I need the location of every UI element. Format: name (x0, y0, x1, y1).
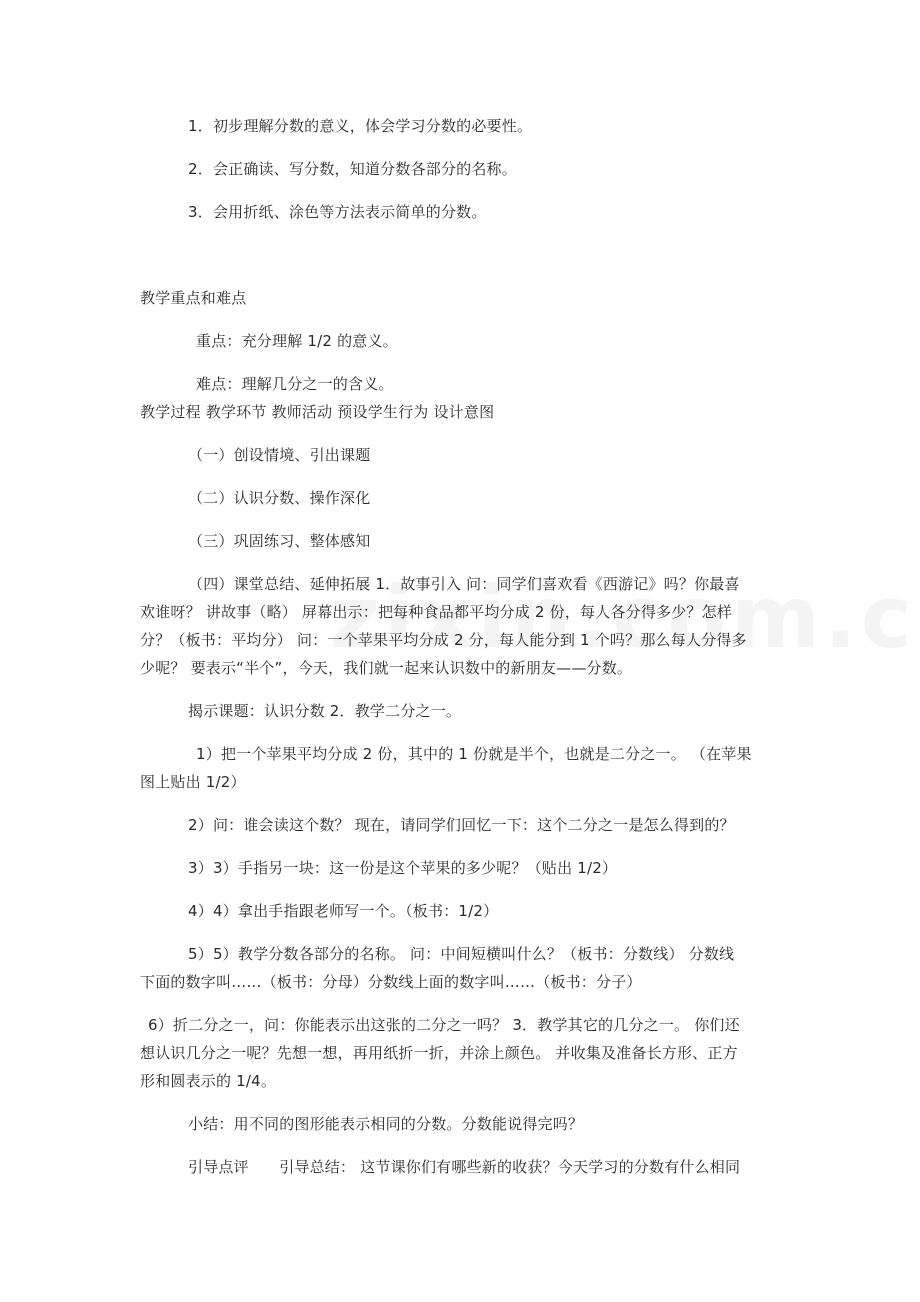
item-5-line-2: 下面的数字叫……（板书：分母）分数线上面的数字叫……（板书：分子） (140, 973, 642, 991)
key-point: 重点：充分理解 1/2 的意义。 (196, 332, 398, 350)
summary: 小结：用不同的图形能表示相同的分数。分数能说得完吗？ (188, 1115, 584, 1133)
step-3: （三）巩固练习、整体感知 (188, 532, 371, 550)
section-heading: 教学重点和难点 (140, 289, 247, 307)
item-3: 3）3）手指另一块：这一份是这个苹果的多少呢？（贴出 1/2） (188, 859, 618, 877)
step-4-line-1: （四）课堂总结、延伸拓展 1．故事引入 问：同学们喜欢看《西游记》吗？你最喜 (188, 575, 740, 593)
item-1-line-2: 图上贴出 1/2） (140, 773, 246, 791)
item-1-line-1: 1）把一个苹果平均分成 2 份，其中的 1 份就是半个，也就是二分之一。 （在苹果 (196, 745, 752, 763)
guide: 引导点评 引导总结： 这节课你们有哪些新的收获？今天学习的分数有什么相同 (188, 1158, 741, 1176)
item-2: 2）问：谁会读这个数？ 现在，请同学们回忆一下：这个二分之一是怎么得到的？ (188, 816, 735, 834)
step-4-line-2: 欢谁呀？ 讲故事（略） 屏幕出示：把每种食品都平均分成 2 份，每人各分得多少？怎样 (140, 603, 733, 621)
item-6-line-3: 形和圆表示的 1/4。 (140, 1072, 277, 1090)
step-4-line-3: 分？（板书：平均分） 问：一个苹果平均分成 2 分，每人能分到 1 个吗？那么每人分得多 (140, 631, 747, 649)
step-2: （二）认识分数、操作深化 (188, 489, 371, 507)
step-1: （一）创设情境、引出课题 (188, 446, 371, 464)
item-6-line-1: 6）折二分之一，问：你能表示出这张的二分之一吗？ 3．教学其它的几分之一。 你们还 (148, 1016, 740, 1034)
objective-3: 3．会用折纸、涂色等方法表示简单的分数。 (188, 203, 487, 221)
item-6-line-2: 想认识几分之一呢？先想一想，再用纸折一折，并涂上颜色。 并收集及准备长方形、正方 (140, 1044, 738, 1062)
objective-2: 2．会正确读、写分数，知道分数各部分的名称。 (188, 160, 517, 178)
process-header: 教学过程 教学环节 教师活动 预设学生行为 设计意图 (140, 403, 495, 421)
objective-1: 1．初步理解分数的意义，体会学习分数的必要性。 (188, 117, 533, 135)
item-4: 4）4）拿出手指跟老师写一个。（板书：1/2） (188, 902, 499, 920)
reveal-title: 揭示课题：认识分数 2．教学二分之一。 (188, 702, 462, 720)
difficult-point: 难点：理解几分之一的含义。 (196, 375, 394, 393)
step-4-line-4: 少呢？ 要表示“半个”，今天，我们就一起来认识数中的新朋友——分数。 (140, 659, 633, 677)
item-5-line-1: 5）5）教学分数各部分的名称。 问：中间短横叫什么？（板书：分数线） 分数线 (188, 945, 735, 963)
